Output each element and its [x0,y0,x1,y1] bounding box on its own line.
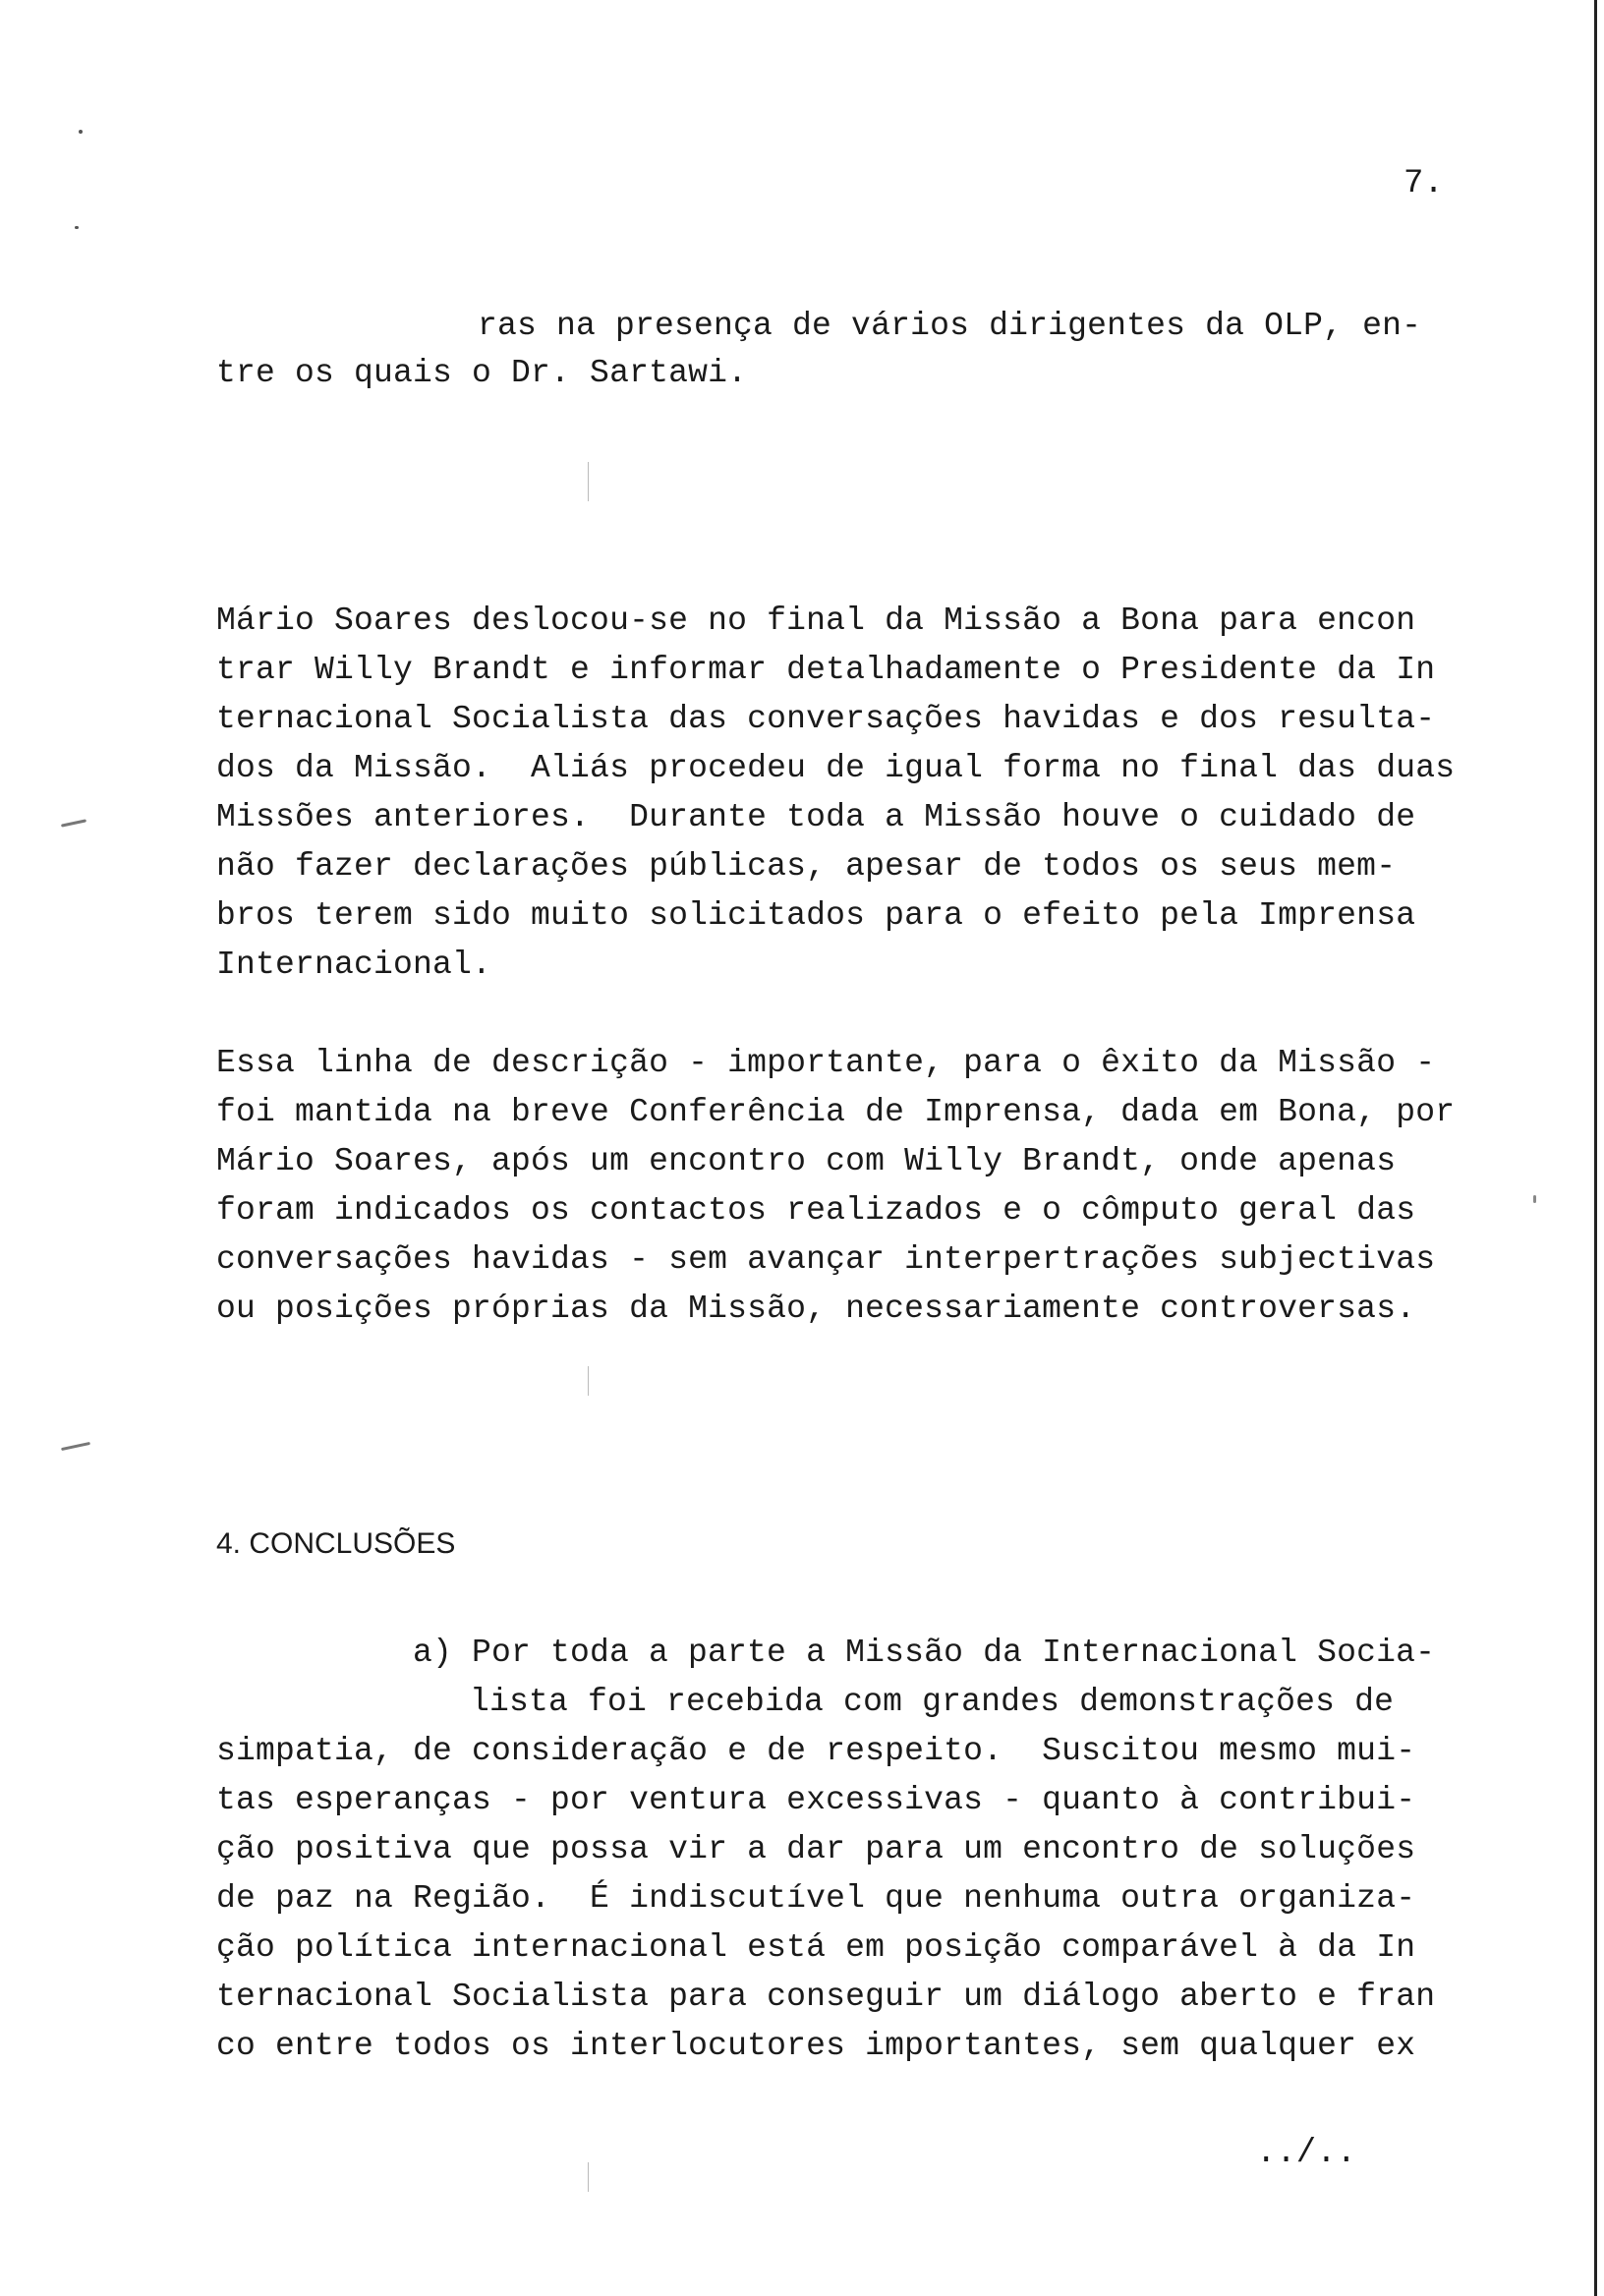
text-line: tas esperanças - por ventura excessivas - quanto à contribui- [216,1782,1416,1818]
text-line: trar Willy Brandt e informar detalhadamente o Presidente da In [216,652,1436,688]
text-line: ção política internacional está em posição comparável à da In [216,1929,1416,1966]
text-line: foram indicados os contactos realizados e o cômputo geral das [216,1192,1416,1229]
scan-mark [61,1442,90,1451]
text-line: lista foi recebida com grandes demonstrações de [470,1684,1395,1720]
fold-mark [588,462,589,501]
text-line: ternacional Socialista das conversações havidas e dos resulta- [216,701,1436,737]
text-line: bros terem sido muito solicitados para o efeito pela Imprensa [216,897,1416,934]
scan-mark [61,819,86,827]
text-line: tre os quais o Dr. Sartawi. [216,355,748,391]
text-line: ção positiva que possa vir a dar para um encontro de soluções [216,1831,1416,1867]
scan-mark [79,130,83,134]
fold-mark [588,1366,589,1396]
text-line: ras na presença de vários dirigentes da OLP, en- [478,308,1422,344]
fold-mark [588,2162,589,2192]
text-line: conversações havidas - sem avançar interpertrações subjectivas [216,1241,1436,1278]
continuation-mark: ../.. [1256,2135,1357,2172]
text-line: simpatia, de consideração e de respeito. Suscitou mesmo mui- [216,1733,1416,1769]
text-line: Mário Soares deslocou-se no final da Missão a Bona para encon [216,603,1416,639]
text-line: de paz na Região. É indiscutível que nenhuma outra organiza- [216,1880,1416,1917]
section-heading: 4. CONCLUSÕES [216,1527,456,1560]
text-line: não fazer declarações públicas, apesar de todos os seus mem- [216,848,1397,885]
text-line: Essa linha de descrição - importante, para o êxito da Missão - [216,1045,1436,1081]
scan-mark [75,226,79,229]
text-line: ou posições próprias da Missão, necessariamente controversas. [216,1291,1416,1327]
text-line: a) Por toda a parte a Missão da Internacional Socia- [413,1635,1436,1671]
text-line: co entre todos os interlocutores importantes, sem qualquer ex [216,2028,1416,2064]
text-line: ternacional Socialista para conseguir um diálogo aberto e fran [216,1979,1436,2015]
scan-mark [1533,1195,1536,1203]
text-line: foi mantida na breve Conferência de Imprensa, dada em Bona, por [216,1094,1456,1130]
text-line: Missões anteriores. Durante toda a Missão houve o cuidado de [216,799,1416,835]
page-number: 7. [1404,165,1444,202]
text-line: dos da Missão. Aliás procedeu de igual forma no final das duas [216,750,1456,786]
text-line: Internacional. [216,947,492,983]
text-line: Mário Soares, após um encontro com Willy Brandt, onde apenas [216,1143,1397,1179]
page-edge-line [1594,0,1597,2296]
